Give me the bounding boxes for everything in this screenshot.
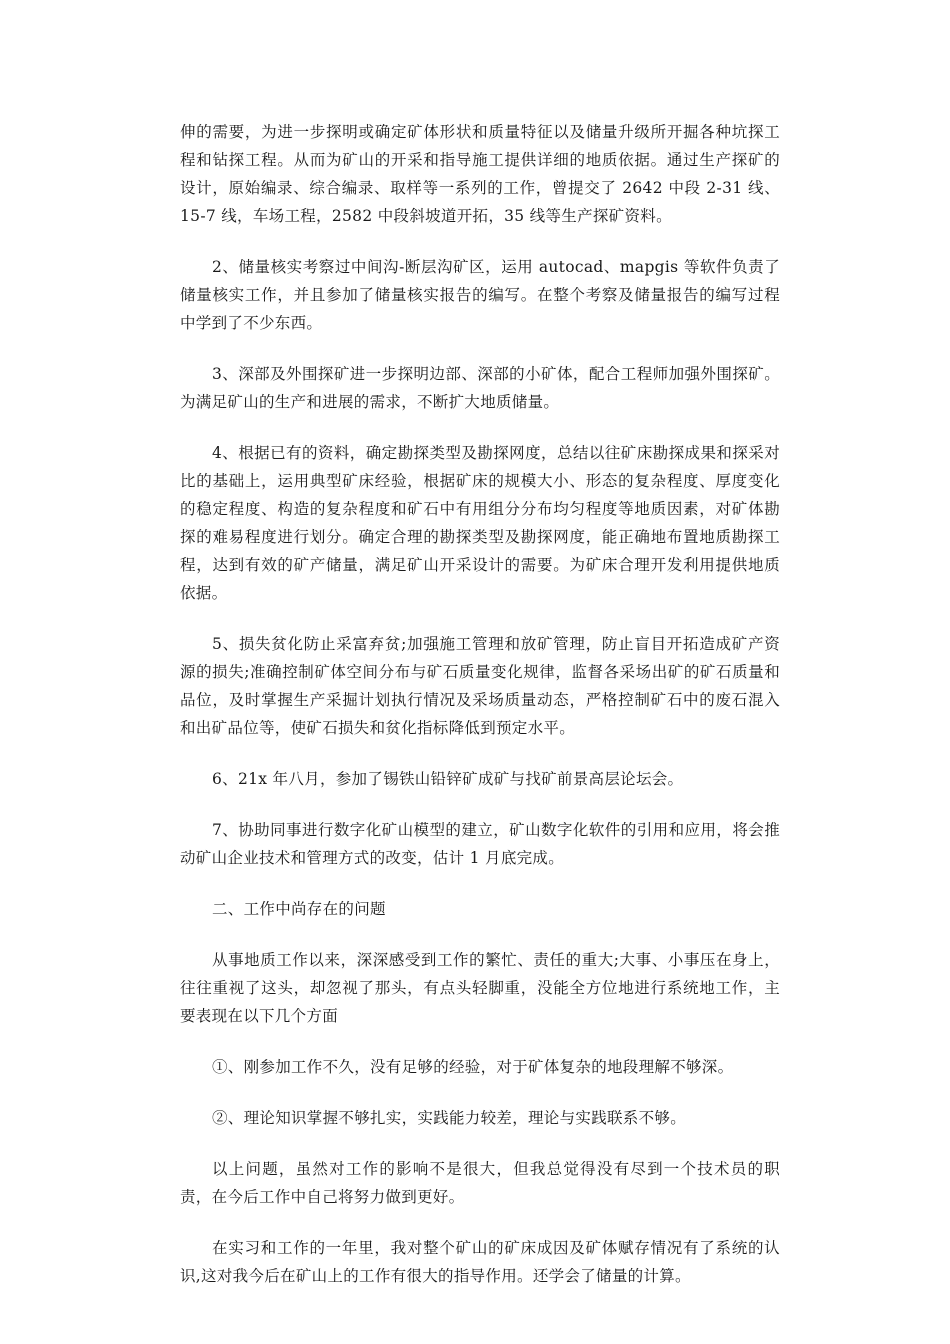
paragraph-continuation: 伸的需要，为进一步探明或确定矿体形状和质量特征以及储量升级所开掘各种坑探工程和钻探工程。从而为矿山的开采和指导施工提供详细的地质依据。通过生产探矿的设计，原始编录、综合编录、取样等一系列的工作，曾提交了 2642 中段 2-31 线、15-7 线，车场工程，2582 中段斜坡道开拓，35 线等生产探矿资料。 [180,123,780,225]
paragraph-problem-1: ①、刚参加工作不久，没有足够的经验，对于矿体复杂的地段理解不够深。 [212,1058,734,1076]
paragraph-item-3: 3、深部及外围探矿进一步探明边部、深部的小矿体，配合工程师加强外围探矿。为满足矿山的生产和进展的需求，不断扩大地质储量。 [180,365,780,411]
paragraph-item-2: 2、储量核实考察过中间沟-断层沟矿区，运用 autocad、mapgis 等软件负责了储量核实工作，并且参加了储量核实报告的编写。在整个考察及储量报告的编写过程中学到了不少东西。 [180,258,780,332]
paragraph-problem-2: ②、理论知识掌握不够扎实，实践能力较差，理论与实践联系不够。 [212,1109,687,1127]
paragraph-item-5: 5、损失贫化防止采富弃贫;加强施工管理和放矿管理，防止盲目开拓造成矿产资源的损失;准确控制矿体空间分布与矿石质量变化规律，监督各采场出矿的矿石质量和品位，及时掌握生产采掘计划执行情况及采场质量动态，严格控制矿石中的废石混入和出矿品位等，使矿石损失和贫化指标降低到预定水平。 [180,635,780,737]
paragraph-item-4: 4、根据已有的资料，确定勘探类型及勘探网度，总结以往矿床勘探成果和探采对比的基础上，运用典型矿床经验，根据矿床的规模大小、形态的复杂程度、厚度变化的稳定程度、构造的复杂程度和矿石中有用组分分布均匀程度等地质因素，对矿体勘探的难易程度进行划分。确定合理的勘探类型及勘探网度，能正确地布置地质勘探工程，达到有效的矿产储量，满足矿山开采设计的需要。为矿床合理开发利用提供地质依据。 [180,444,780,602]
paragraph-item-7: 7、协助同事进行数字化矿山模型的建立，矿山数字化软件的引用和应用，将会推动矿山企业技术和管理方式的改变，估计 1 月底完成。 [180,821,780,867]
paragraph-problems-intro: 从事地质工作以来，深深感受到工作的繁忙、责任的重大;大事、小事压在身上，往往重视了这头，却忽视了那头，有点头轻脚重，没能全方位地进行系统地工作，主要表现在以下几个方面 [180,951,780,1025]
document-page [180,118,780,1313]
paragraph-summary: 以上问题，虽然对工作的影响不是很大，但我总觉得没有尽到一个技术员的职责，在今后工作中自己将努力做到更好。 [180,1160,780,1206]
paragraph-conclusion: 在实习和工作的一年里，我对整个矿山的矿床成因及矿体赋存情况有了系统的认识,这对我今后在矿山上的工作有很大的指导作用。还学会了储量的计算。 [180,1239,780,1285]
paragraph-item-6: 6、21x 年八月，参加了锡铁山铅锌矿成矿与找矿前景高层论坛会。 [212,770,684,788]
section-heading: 二、工作中尚存在的问题 [212,900,386,918]
